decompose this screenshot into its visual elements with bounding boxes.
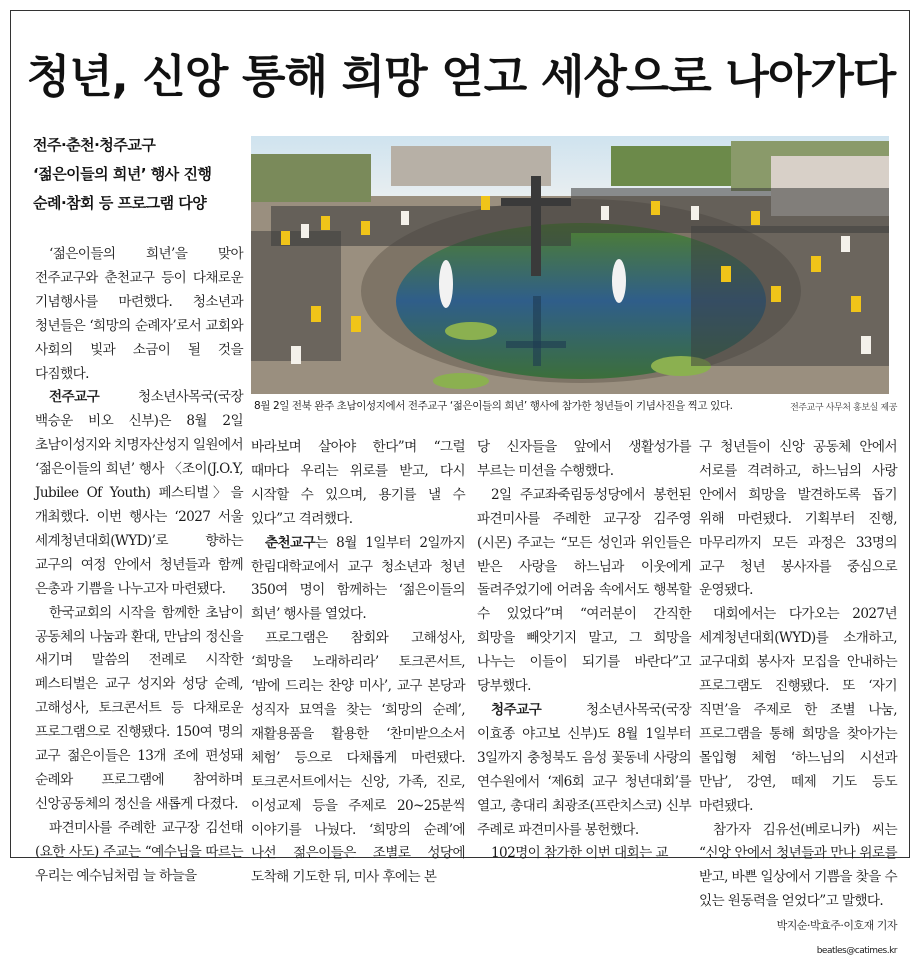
photo-caption: 8월 2일 전북 완주 초남이성지에서 전주교구 ‘젊은이들의 희년’ 행사에 참가한 청년들이 기념사진을 찍고 있다. — [254, 400, 733, 412]
byline-email: beatles@catimes.kr — [816, 946, 897, 957]
article-column-2 — [251, 436, 465, 886]
paragraph-jeonju-mass: 파견미사를 주례한 교구장 김선태(요한 사도) 주교는 “예수님을 따르는 우리는 예수님처럼 늘 하늘을 — [35, 819, 243, 884]
byline — [699, 914, 897, 964]
paragraph-jeonju-mass-cont: 바라보며 살아야 한다”며 “그럴 때마다 우리는 위로를 받고, 다시 시작할 수 있으며, 용기를 낼 수 있다”고 격려했다. — [251, 439, 465, 527]
diocese-lead-chuncheon: 춘천교구 — [265, 534, 316, 551]
diocese-lead-jeonju: 전주교구 — [49, 389, 100, 406]
photo-credit: 전주교구 사무처 홍보실 제공 — [790, 403, 897, 413]
byline-reporters: 박지순·박효주·이호재 기자 — [776, 919, 897, 933]
paragraph-cheongju-event: 102명이 참가한 이번 대회는 교 — [491, 845, 668, 862]
subhead-programs: 순례·참회 등 프로그램 다양 — [33, 194, 207, 212]
paragraph-chuncheon: 춘천교구는 8월 1일부터 2일까지 한림대학교에서 교구 청소년과 청년 350여 명이 함께하는 ‘젊은이들의 희년’ 행사를 열었다. — [251, 534, 465, 623]
paragraph-chuncheon-program-cont: 당 신자들을 앞에서 생활성가를 부르는 미션을 수행했다. — [477, 439, 691, 479]
article-column-4 — [699, 436, 897, 957]
paragraph-cheongju: 청주교구 청소년사목국(국장 이효종 야고보 신부)도 8월 1일부터 3일까지 충청북도 음성 꽃동네 사랑의 연수원에서 ‘제6회 교구 청년대회’를 열고, 총대리 최광조(프란치스코) 신부 주례로 파견미사를 봉헌했다. — [477, 701, 691, 838]
headline: 청년, 신앙 통해 희망 얻고 세상으로 나아가다 — [26, 50, 896, 103]
paragraph-chuncheon-program: 프로그램은 참회와 고해성사, ‘희망을 노래하리라’ 토크콘서트, ‘밤에 드리는 찬양 미사’, 교구 본당과 성직자 묘역을 찾는 ‘희망의 순례’, 재활용품을 활용한 ‘찬미받으소서 체험’ 등으로 다채롭게 마련됐다. 토크콘서트에서는 신앙, 가족, 진로, 이성교제 등을 주제로 20~25분씩 이야기를 나눴다. ‘희망의 순례’에 나선 젊은이들은 조별로 성당에 도착해 기도한 뒤, 미사 후에는 본 — [251, 630, 465, 886]
subheads — [33, 131, 243, 218]
article-column-1 — [35, 243, 243, 884]
paragraph-cheongju-event-cont: 구 청년들이 신앙 공동체 안에서 서로를 격려하고, 하느님의 사랑 안에서 희망을 발견하도록 돕기 위해 마련됐다. 기획부터 진행, 마무리까지 모든 과정은 33명의 교구 청년 봉사자를 중심으로 운영됐다. — [699, 439, 897, 599]
paragraph-chuncheon-mass: 2일 주교좌죽림동성당에서 봉헌된 파견미사를 주례한 교구장 김주영(시몬) 주교는 “모든 성인과 위인들은 받은 사랑을 하느님과 이웃에게 돌려주었기에 어려움 속에서도 행복할 수 있었다”며 “여러분이 간직한 희망을 빼앗기지 말고, 그 희망을 나누는 이들이 되기를 바란다”고 당부했다. — [477, 486, 691, 695]
paragraph-festival: 한국교회의 시작을 함께한 초남이 공동체의 나눔과 환대, 만남의 정신을 새기며 말씀의 전례로 시작한 페스티벌은 교구 성지와 성당 순례, 고해성사, 토크콘서트 등 다채로운 프로그램으로 진행됐다. 150여 명의 교구 젊은이들은 13개 조에 편성돼 순례와 프로그램에 참여하며 신앙공동체의 정신을 새롭게 다졌다. — [35, 604, 243, 812]
paragraph-jeonju: 전주교구 청소년사목국(국장 백승운 비오 신부)은 8월 2일 초남이성지와 치명자산성지 일원에서 ‘젊은이들의 희년’ 행사 〈조이(J.O.Y, Jubilee Of Youth) 페스티벌〉을 개최했다. 이번 행사는 ‘2027 서울 세계청년대회(WYD)’로 향하는 교구의 여정 안에서 청년들과 함께 은총과 기쁨을 나누고자 마련됐다. — [35, 389, 243, 597]
article-column-3 — [477, 436, 691, 862]
paragraph-participant-quote: 참가자 김유선(베로니카) 씨는 “신앙 안에서 청년들과 만나 위로를 받고, 바쁜 일상에서 기쁨을 찾을 수 있는 원동력을 얻었다”고 말했다. — [699, 821, 897, 910]
group-photo — [251, 136, 889, 394]
paragraph-intro: ‘젊은이들의 희년’을 맞아 전주교구와 춘천교구 등이 다채로운 기념행사를 마련했다. 청소년과 청년들은 ‘희망의 순례자’로서 교회와 사회의 빛과 소금이 될 것을 다짐했다. — [35, 246, 243, 382]
paragraph-cheongju-program: 대회에서는 다가오는 2027년 세계청년대회(WYD)를 소개하고, 교구대회 봉사자 모집을 안내하는 프로그램도 진행됐다. 또 ‘자기 직면’을 주제로 한 조별 나눔, 프로그램을 통해 희망을 찾아가는 몰입형 체험 ‘하느님의 시선과 만남’, 강연, 떼제 기도 등도 마련됐다. — [699, 606, 897, 814]
subhead-dioceses: 전주·춘천·청주교구 — [33, 136, 156, 154]
diocese-lead-cheongju: 청주교구 — [491, 701, 542, 718]
subhead-event: ‘젊은이들의 희년’ 행사 진행 — [33, 165, 212, 183]
newspaper-page — [10, 10, 910, 957]
